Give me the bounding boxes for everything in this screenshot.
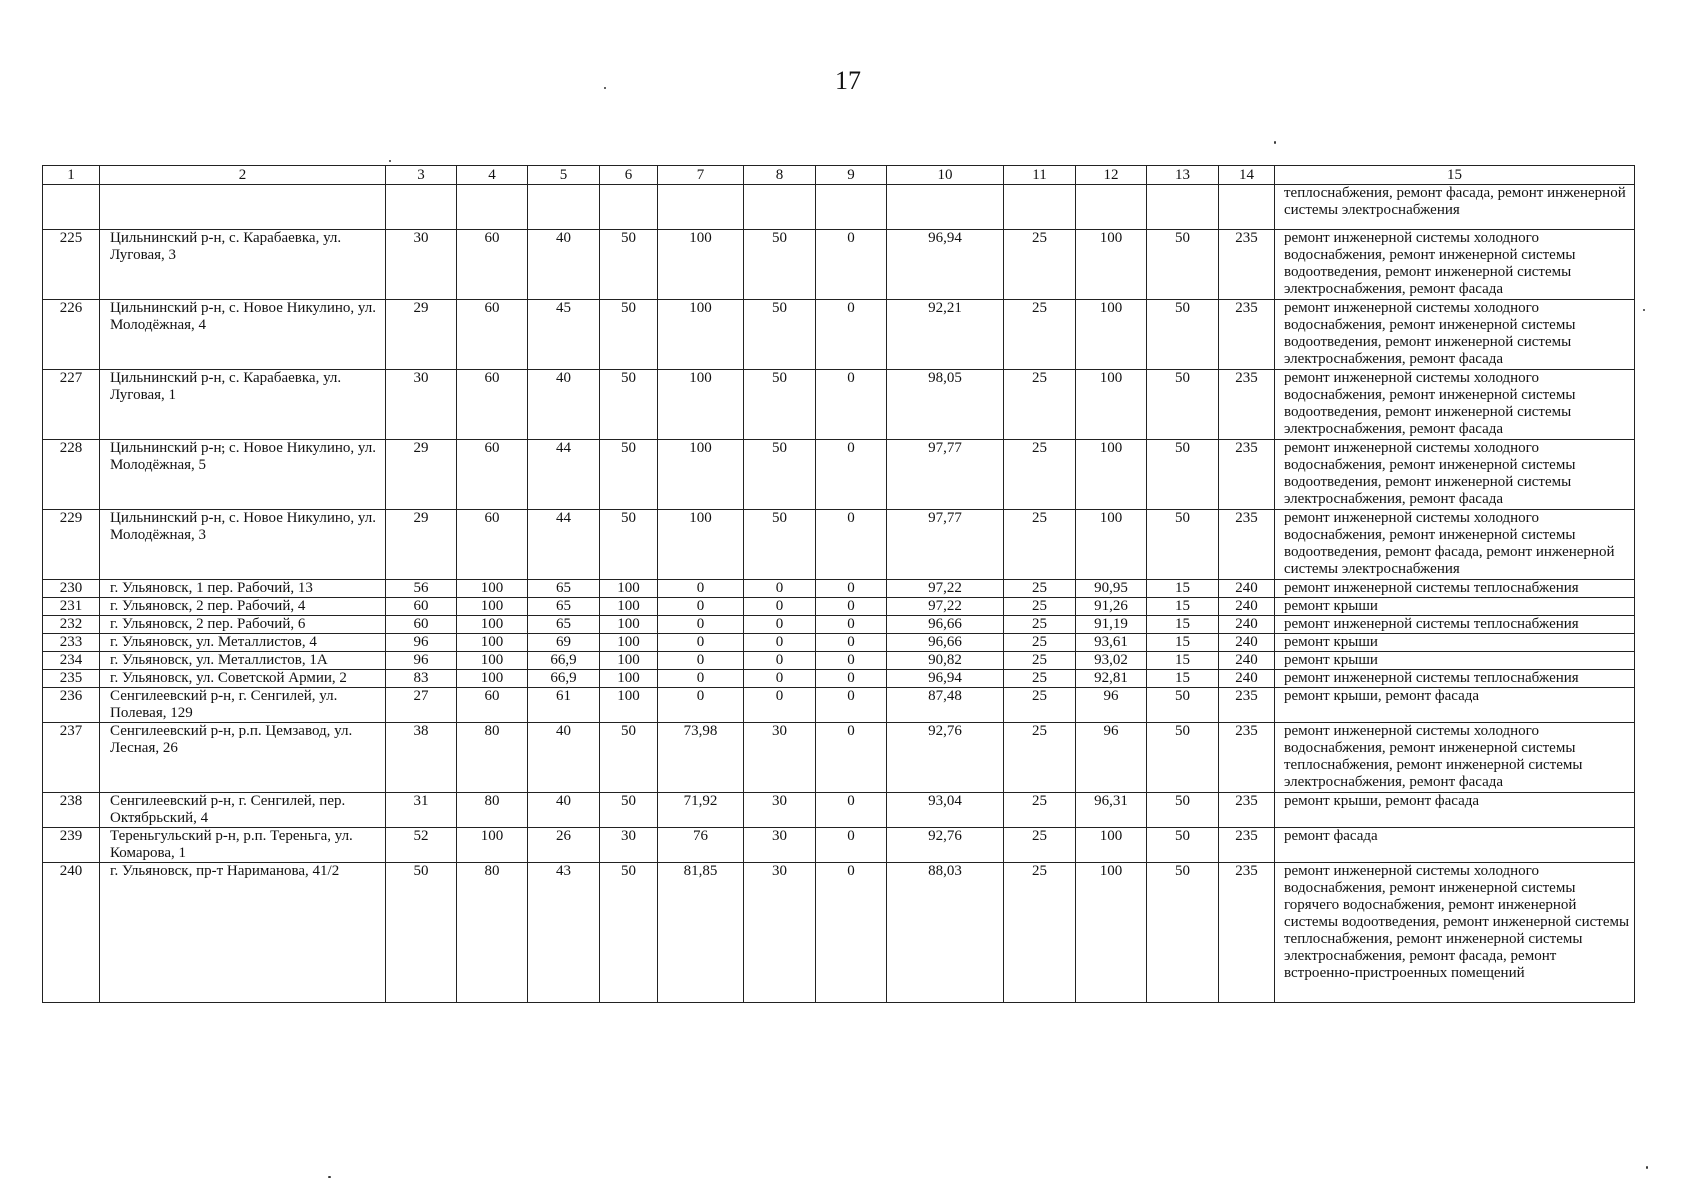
- value-cell: 240: [1219, 580, 1275, 598]
- page-number: 17: [835, 66, 861, 95]
- value-cell: 76: [658, 828, 744, 863]
- value-cell: 26: [528, 828, 600, 863]
- works-cell: ремонт инженерной системы холодного водоснабжения, ремонт инженерной системы водоотведения, ремонт инженерной системы электроснабжения, ремонт фасада: [1275, 300, 1635, 370]
- value-cell: 60: [386, 598, 457, 616]
- value-cell: 96: [1076, 723, 1147, 793]
- address-cell: Цильнинский р-н, с. Карабаевка, ул. Луговая, 1: [100, 370, 386, 440]
- value-cell: 50: [1147, 440, 1219, 510]
- value-cell: 100: [1076, 863, 1147, 1003]
- column-header: 7: [658, 166, 744, 185]
- value-cell: 90,82: [887, 652, 1004, 670]
- column-header: 4: [457, 166, 528, 185]
- value-cell: [600, 185, 658, 230]
- value-cell: 0: [744, 688, 816, 723]
- value-cell: 97,77: [887, 510, 1004, 580]
- column-header: 3: [386, 166, 457, 185]
- value-cell: 45: [528, 300, 600, 370]
- value-cell: 25: [1004, 670, 1076, 688]
- row-number-cell: 232: [43, 616, 100, 634]
- value-cell: 100: [600, 634, 658, 652]
- value-cell: 0: [816, 598, 887, 616]
- row-number-cell: 233: [43, 634, 100, 652]
- value-cell: 29: [386, 440, 457, 510]
- value-cell: 50: [744, 510, 816, 580]
- value-cell: 87,48: [887, 688, 1004, 723]
- value-cell: 25: [1004, 440, 1076, 510]
- table-row: [43, 370, 1635, 440]
- column-header: 6: [600, 166, 658, 185]
- address-cell: Сенгилеевский р-н, р.п. Цемзавод, ул. Лесная, 26: [100, 723, 386, 793]
- value-cell: 100: [600, 670, 658, 688]
- value-cell: 96,94: [887, 230, 1004, 300]
- value-cell: 97,22: [887, 598, 1004, 616]
- value-cell: [1076, 185, 1147, 230]
- works-cell: ремонт инженерной системы теплоснабжения: [1275, 580, 1635, 598]
- value-cell: 25: [1004, 723, 1076, 793]
- row-number-cell: 236: [43, 688, 100, 723]
- address-cell: г. Ульяновск, 2 пер. Рабочий, 4: [100, 598, 386, 616]
- table-row: [43, 863, 1635, 1003]
- value-cell: 92,76: [887, 723, 1004, 793]
- value-cell: 50: [1147, 828, 1219, 863]
- address-cell: г. Ульяновск, 2 пер. Рабочий, 6: [100, 616, 386, 634]
- value-cell: 0: [658, 616, 744, 634]
- value-cell: 50: [1147, 688, 1219, 723]
- works-cell: ремонт инженерной системы холодного водоснабжения, ремонт инженерной системы водоотведения, ремонт инженерной системы электроснабжения, ремонт фасада: [1275, 230, 1635, 300]
- address-cell: Сенгилеевский р-н, г. Сенгилей, ул. Полевая, 129: [100, 688, 386, 723]
- value-cell: [1219, 185, 1275, 230]
- value-cell: 96: [386, 634, 457, 652]
- value-cell: 25: [1004, 300, 1076, 370]
- column-header: 9: [816, 166, 887, 185]
- value-cell: 69: [528, 634, 600, 652]
- value-cell: 100: [1076, 440, 1147, 510]
- value-cell: 100: [658, 230, 744, 300]
- value-cell: [744, 185, 816, 230]
- value-cell: 0: [816, 616, 887, 634]
- value-cell: 25: [1004, 598, 1076, 616]
- value-cell: 235: [1219, 370, 1275, 440]
- value-cell: 235: [1219, 688, 1275, 723]
- table-row: [43, 598, 1635, 616]
- value-cell: 50: [600, 300, 658, 370]
- value-cell: 15: [1147, 598, 1219, 616]
- value-cell: 25: [1004, 793, 1076, 828]
- works-cell: ремонт инженерной системы холодного водоснабжения, ремонт инженерной системы горячего водоснабжения, ремонт инженерной системы водоотведения, ремонт инженерной системы теплоснабжения, ремонт инженерной системы электроснабжения, ремонт фасада, ремонт встроенно-пристроенных помещений: [1275, 863, 1635, 1003]
- value-cell: 93,61: [1076, 634, 1147, 652]
- value-cell: 50: [600, 793, 658, 828]
- value-cell: 0: [744, 652, 816, 670]
- value-cell: [386, 185, 457, 230]
- value-cell: 98,05: [887, 370, 1004, 440]
- value-cell: 240: [1219, 634, 1275, 652]
- column-header: 12: [1076, 166, 1147, 185]
- address-cell: Тереньгульский р-н, р.п. Тереньга, ул. Комарова, 1: [100, 828, 386, 863]
- value-cell: 0: [816, 793, 887, 828]
- value-cell: 50: [600, 510, 658, 580]
- address-cell: г. Ульяновск, ул. Советской Армии, 2: [100, 670, 386, 688]
- value-cell: 88,03: [887, 863, 1004, 1003]
- row-number-cell: 226: [43, 300, 100, 370]
- column-header: 8: [744, 166, 816, 185]
- value-cell: 56: [386, 580, 457, 598]
- value-cell: 100: [457, 670, 528, 688]
- value-cell: 96,66: [887, 634, 1004, 652]
- column-header: 15: [1275, 166, 1635, 185]
- works-cell: ремонт инженерной системы холодного водоснабжения, ремонт инженерной системы водоотведения, ремонт фасада, ремонт инженерной системы электроснабжения: [1275, 510, 1635, 580]
- row-number-cell: 228: [43, 440, 100, 510]
- address-cell: Цильнинский р-н, с. Новое Никулино, ул. Молодёжная, 5: [100, 440, 386, 510]
- value-cell: 15: [1147, 670, 1219, 688]
- value-cell: 65: [528, 580, 600, 598]
- value-cell: 81,85: [658, 863, 744, 1003]
- value-cell: 0: [816, 580, 887, 598]
- table-row: [43, 828, 1635, 863]
- value-cell: 40: [528, 230, 600, 300]
- value-cell: 60: [457, 510, 528, 580]
- row-number-cell: 239: [43, 828, 100, 863]
- value-cell: 100: [1076, 300, 1147, 370]
- value-cell: 80: [457, 863, 528, 1003]
- row-number-cell: 240: [43, 863, 100, 1003]
- value-cell: 100: [1076, 510, 1147, 580]
- scan-speck: [1646, 1166, 1648, 1169]
- value-cell: 15: [1147, 634, 1219, 652]
- header-row: [43, 166, 1635, 185]
- value-cell: 100: [600, 616, 658, 634]
- value-cell: 90,95: [1076, 580, 1147, 598]
- value-cell: 50: [600, 370, 658, 440]
- value-cell: 73,98: [658, 723, 744, 793]
- value-cell: 60: [386, 616, 457, 634]
- value-cell: 0: [658, 670, 744, 688]
- table-row: [43, 634, 1635, 652]
- value-cell: 0: [744, 616, 816, 634]
- value-cell: 240: [1219, 670, 1275, 688]
- value-cell: 0: [816, 634, 887, 652]
- value-cell: 50: [600, 230, 658, 300]
- value-cell: 100: [457, 616, 528, 634]
- value-cell: 0: [816, 688, 887, 723]
- works-cell: ремонт крыши: [1275, 652, 1635, 670]
- value-cell: 100: [600, 688, 658, 723]
- value-cell: 100: [457, 828, 528, 863]
- value-cell: 15: [1147, 580, 1219, 598]
- column-header: 2: [100, 166, 386, 185]
- value-cell: 0: [816, 723, 887, 793]
- address-cell: г. Ульяновск, 1 пер. Рабочий, 13: [100, 580, 386, 598]
- value-cell: 240: [1219, 598, 1275, 616]
- table-row: [43, 616, 1635, 634]
- value-cell: 0: [816, 510, 887, 580]
- table-row: [43, 510, 1635, 580]
- value-cell: 25: [1004, 688, 1076, 723]
- value-cell: 0: [658, 634, 744, 652]
- value-cell: 91,26: [1076, 598, 1147, 616]
- column-header: 11: [1004, 166, 1076, 185]
- value-cell: 40: [528, 370, 600, 440]
- value-cell: 50: [1147, 300, 1219, 370]
- row-number-cell: 237: [43, 723, 100, 793]
- value-cell: 50: [600, 723, 658, 793]
- value-cell: 30: [386, 370, 457, 440]
- value-cell: 0: [658, 580, 744, 598]
- value-cell: 96,66: [887, 616, 1004, 634]
- column-header: 14: [1219, 166, 1275, 185]
- value-cell: 235: [1219, 723, 1275, 793]
- works-cell: ремонт крыши: [1275, 598, 1635, 616]
- value-cell: 65: [528, 598, 600, 616]
- value-cell: 25: [1004, 863, 1076, 1003]
- repair-table: [42, 165, 1635, 1003]
- value-cell: 50: [386, 863, 457, 1003]
- value-cell: 30: [600, 828, 658, 863]
- value-cell: 50: [1147, 863, 1219, 1003]
- row-number-cell: 229: [43, 510, 100, 580]
- value-cell: 93,04: [887, 793, 1004, 828]
- value-cell: 92,21: [887, 300, 1004, 370]
- value-cell: 100: [600, 598, 658, 616]
- value-cell: 235: [1219, 300, 1275, 370]
- value-cell: 0: [816, 863, 887, 1003]
- value-cell: 235: [1219, 440, 1275, 510]
- value-cell: [887, 185, 1004, 230]
- value-cell: 96,31: [1076, 793, 1147, 828]
- value-cell: 0: [816, 230, 887, 300]
- value-cell: 0: [816, 828, 887, 863]
- value-cell: [457, 185, 528, 230]
- value-cell: 80: [457, 723, 528, 793]
- value-cell: 100: [600, 580, 658, 598]
- value-cell: 100: [457, 634, 528, 652]
- works-cell: ремонт инженерной системы холодного водоснабжения, ремонт инженерной системы водоотведения, ремонт инженерной системы электроснабжения, ремонт фасада: [1275, 440, 1635, 510]
- value-cell: 50: [1147, 370, 1219, 440]
- value-cell: 0: [744, 634, 816, 652]
- row-number-cell: 230: [43, 580, 100, 598]
- works-cell: ремонт инженерной системы теплоснабжения: [1275, 670, 1635, 688]
- column-header: 1: [43, 166, 100, 185]
- column-header: 5: [528, 166, 600, 185]
- value-cell: 30: [744, 793, 816, 828]
- value-cell: 100: [1076, 828, 1147, 863]
- value-cell: 100: [1076, 230, 1147, 300]
- value-cell: 83: [386, 670, 457, 688]
- value-cell: 71,92: [658, 793, 744, 828]
- table-row: [43, 440, 1635, 510]
- value-cell: 50: [744, 300, 816, 370]
- value-cell: [658, 185, 744, 230]
- value-cell: 15: [1147, 652, 1219, 670]
- value-cell: 0: [816, 440, 887, 510]
- value-cell: 50: [744, 370, 816, 440]
- works-cell: ремонт инженерной системы теплоснабжения: [1275, 616, 1635, 634]
- value-cell: 43: [528, 863, 600, 1003]
- row-number-cell: 235: [43, 670, 100, 688]
- table-row: [43, 688, 1635, 723]
- value-cell: 30: [744, 828, 816, 863]
- table-row: [43, 652, 1635, 670]
- value-cell: 65: [528, 616, 600, 634]
- address-cell: Цильнинский р-н, с. Новое Никулино, ул. Молодёжная, 4: [100, 300, 386, 370]
- value-cell: 25: [1004, 616, 1076, 634]
- value-cell: 61: [528, 688, 600, 723]
- address-cell: Цильнинский р-н, с. Карабаевка, ул. Луговая, 3: [100, 230, 386, 300]
- value-cell: 15: [1147, 616, 1219, 634]
- value-cell: 240: [1219, 616, 1275, 634]
- scan-speck: [1274, 141, 1276, 144]
- value-cell: 60: [457, 230, 528, 300]
- value-cell: 235: [1219, 510, 1275, 580]
- works-cell: ремонт инженерной системы холодного водоснабжения, ремонт инженерной системы теплоснабжения, ремонт инженерной системы электроснабжения, ремонт фасада: [1275, 723, 1635, 793]
- value-cell: 50: [1147, 723, 1219, 793]
- value-cell: 52: [386, 828, 457, 863]
- value-cell: 96: [1076, 688, 1147, 723]
- value-cell: 44: [528, 510, 600, 580]
- value-cell: 0: [744, 598, 816, 616]
- value-cell: 50: [1147, 793, 1219, 828]
- value-cell: 100: [457, 652, 528, 670]
- table-row: [43, 230, 1635, 300]
- works-cell: ремонт фасада: [1275, 828, 1635, 863]
- column-header: 10: [887, 166, 1004, 185]
- value-cell: 100: [658, 510, 744, 580]
- value-cell: 96: [386, 652, 457, 670]
- value-cell: 60: [457, 440, 528, 510]
- works-cell: теплоснабжения, ремонт фасада, ремонт инженерной системы электроснабжения: [1275, 185, 1635, 230]
- scan-speck: [1643, 309, 1645, 311]
- table-row: [43, 185, 1635, 230]
- address-cell: Цильнинский р-н, с. Новое Никулино, ул. Молодёжная, 3: [100, 510, 386, 580]
- value-cell: [1147, 185, 1219, 230]
- column-header: 13: [1147, 166, 1219, 185]
- row-number-cell: 227: [43, 370, 100, 440]
- table-row: [43, 580, 1635, 598]
- address-cell: г. Ульяновск, ул. Металлистов, 4: [100, 634, 386, 652]
- value-cell: 100: [457, 598, 528, 616]
- value-cell: 0: [816, 300, 887, 370]
- value-cell: 100: [658, 440, 744, 510]
- value-cell: 50: [600, 863, 658, 1003]
- value-cell: 66,9: [528, 652, 600, 670]
- value-cell: 240: [1219, 652, 1275, 670]
- works-cell: ремонт крыши, ремонт фасада: [1275, 688, 1635, 723]
- table-row: [43, 670, 1635, 688]
- value-cell: [528, 185, 600, 230]
- value-cell: 38: [386, 723, 457, 793]
- value-cell: 93,02: [1076, 652, 1147, 670]
- value-cell: 25: [1004, 510, 1076, 580]
- value-cell: 0: [816, 670, 887, 688]
- value-cell: 30: [744, 723, 816, 793]
- value-cell: 50: [600, 440, 658, 510]
- value-cell: 29: [386, 300, 457, 370]
- address-cell: г. Ульяновск, ул. Металлистов, 1А: [100, 652, 386, 670]
- value-cell: 0: [658, 598, 744, 616]
- value-cell: 60: [457, 300, 528, 370]
- value-cell: 0: [658, 652, 744, 670]
- row-number-cell: 231: [43, 598, 100, 616]
- value-cell: 60: [457, 688, 528, 723]
- row-number-cell: 234: [43, 652, 100, 670]
- value-cell: 25: [1004, 634, 1076, 652]
- value-cell: 29: [386, 510, 457, 580]
- value-cell: 100: [600, 652, 658, 670]
- value-cell: 25: [1004, 580, 1076, 598]
- value-cell: 235: [1219, 828, 1275, 863]
- scan-speck: [328, 1176, 331, 1178]
- value-cell: 235: [1219, 230, 1275, 300]
- address-cell: Сенгилеевский р-н, г. Сенгилей, пер. Октябрьский, 4: [100, 793, 386, 828]
- value-cell: 92,81: [1076, 670, 1147, 688]
- value-cell: 91,19: [1076, 616, 1147, 634]
- value-cell: 44: [528, 440, 600, 510]
- value-cell: 80: [457, 793, 528, 828]
- value-cell: 50: [744, 440, 816, 510]
- row-number-cell: 225: [43, 230, 100, 300]
- value-cell: 66,9: [528, 670, 600, 688]
- value-cell: 30: [386, 230, 457, 300]
- value-cell: 0: [816, 652, 887, 670]
- row-number-cell: 238: [43, 793, 100, 828]
- value-cell: 92,76: [887, 828, 1004, 863]
- value-cell: 60: [457, 370, 528, 440]
- value-cell: 100: [658, 370, 744, 440]
- works-cell: ремонт крыши: [1275, 634, 1635, 652]
- table-row: [43, 300, 1635, 370]
- value-cell: 50: [1147, 230, 1219, 300]
- value-cell: 0: [744, 670, 816, 688]
- value-cell: 97,22: [887, 580, 1004, 598]
- value-cell: 50: [744, 230, 816, 300]
- value-cell: 100: [457, 580, 528, 598]
- value-cell: 25: [1004, 828, 1076, 863]
- value-cell: 31: [386, 793, 457, 828]
- value-cell: 25: [1004, 230, 1076, 300]
- value-cell: 25: [1004, 370, 1076, 440]
- value-cell: 235: [1219, 793, 1275, 828]
- value-cell: 100: [658, 300, 744, 370]
- address-cell: г. Ульяновск, пр-т Нариманова, 41/2: [100, 863, 386, 1003]
- works-cell: ремонт инженерной системы холодного водоснабжения, ремонт инженерной системы водоотведения, ремонт инженерной системы электроснабжения, ремонт фасада: [1275, 370, 1635, 440]
- value-cell: 235: [1219, 863, 1275, 1003]
- table-row: [43, 793, 1635, 828]
- value-cell: 27: [386, 688, 457, 723]
- value-cell: [1004, 185, 1076, 230]
- value-cell: 0: [744, 580, 816, 598]
- works-cell: ремонт крыши, ремонт фасада: [1275, 793, 1635, 828]
- value-cell: 0: [658, 688, 744, 723]
- value-cell: 40: [528, 793, 600, 828]
- table-row: [43, 723, 1635, 793]
- value-cell: 40: [528, 723, 600, 793]
- value-cell: [816, 185, 887, 230]
- value-cell: 0: [816, 370, 887, 440]
- scan-speck: [389, 160, 391, 162]
- value-cell: 30: [744, 863, 816, 1003]
- address-cell: [100, 185, 386, 230]
- value-cell: 25: [1004, 652, 1076, 670]
- value-cell: 96,94: [887, 670, 1004, 688]
- value-cell: 97,77: [887, 440, 1004, 510]
- value-cell: 50: [1147, 510, 1219, 580]
- scan-speck: [604, 87, 606, 89]
- row-number-cell: [43, 185, 100, 230]
- value-cell: 100: [1076, 370, 1147, 440]
